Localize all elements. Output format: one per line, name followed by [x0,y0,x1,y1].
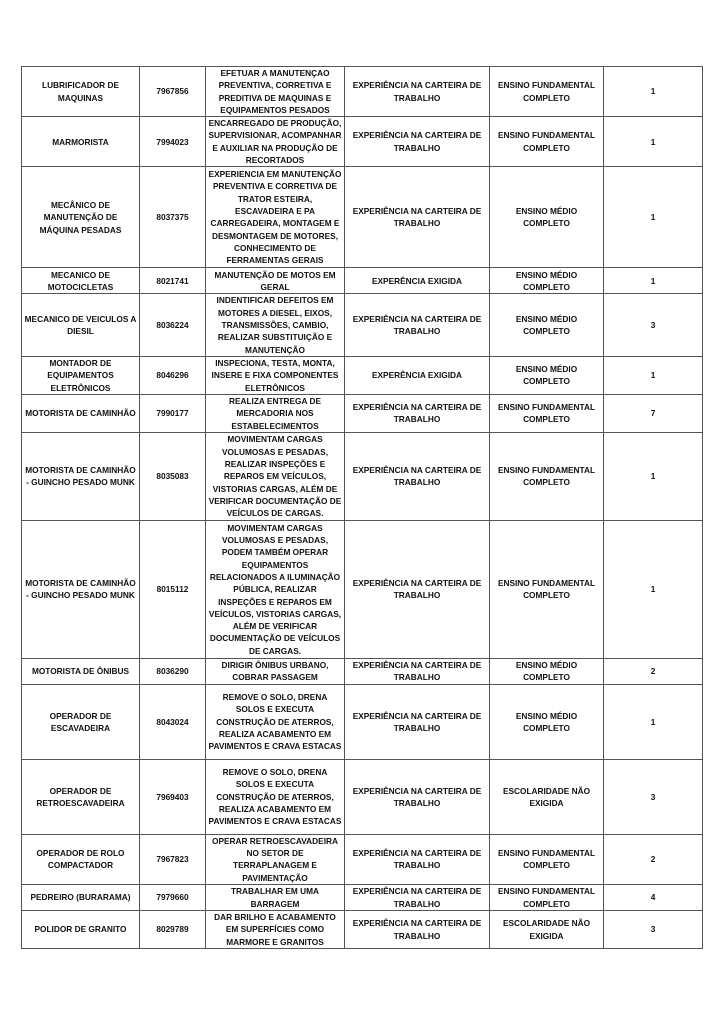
job-title-cell: POLIDOR DE GRANITO [22,911,140,949]
job-title-cell: MECANICO DE VEICULOS A DIESIL [22,294,140,356]
education-cell: ENSINO FUNDAMENTAL COMPLETO [490,394,604,432]
table-row [22,834,703,884]
table-row [22,759,703,834]
table-row [22,268,703,294]
job-description-cell: OPERAR RETROESCAVADEIRA NO SETOR DE TERRAPLANAGEM E PAVIMENTAÇÃO [206,834,345,884]
experience-cell: EXPERIÊNCIA NA CARTEIRA DE TRABALHO [345,117,490,167]
experience-cell: EXPERIÊNCIA NA CARTEIRA DE TRABALHO [345,885,490,911]
job-title-cell: MOTORISTA DE ÔNIBUS [22,658,140,684]
education-cell: ENSINO FUNDAMENTAL COMPLETO [490,432,604,520]
vacancies-cell: 7 [604,394,703,432]
job-title-cell: MECANICO DE MOTOCICLETAS [22,268,140,294]
jobs-table-body [22,67,703,949]
job-code-cell: 8043024 [140,684,206,759]
job-description-cell: MANUTENÇÃO DE MOTOS EM GERAL [206,268,345,294]
table-row [22,684,703,759]
vacancies-cell: 1 [604,117,703,167]
experience-cell: EXPERIÊNCIA NA CARTEIRA DE TRABALHO [345,520,490,658]
table-row [22,356,703,394]
education-cell: ENSINO MÉDIO COMPLETO [490,684,604,759]
education-cell: ESCOLARIDADE NÃO EXIGIDA [490,759,604,834]
table-row [22,885,703,911]
vacancies-cell: 3 [604,759,703,834]
job-title-cell: MECÂNICO DE MANUTENÇÃO DE MÁQUINA PESADAS [22,167,140,268]
job-description-cell: ENCARREGADO DE PRODUÇÃO, SUPERVISIONAR, ACOMPANHAR E AUXILIAR NA PRODUÇÃO DE RECORTADOS [206,117,345,167]
vacancies-cell: 2 [604,658,703,684]
experience-cell: EXPERIÊNCIA NA CARTEIRA DE TRABALHO [345,167,490,268]
education-cell: ENSINO MÉDIO COMPLETO [490,167,604,268]
education-cell: ENSINO FUNDAMENTAL COMPLETO [490,67,604,117]
job-description-cell: DIRIGIR ÔNIBUS URBANO, COBRAR PASSAGEM [206,658,345,684]
education-cell: ESCOLARIDADE NÃO EXIGIDA [490,911,604,949]
table-row [22,520,703,658]
vacancies-cell: 4 [604,885,703,911]
vacancies-cell: 2 [604,834,703,884]
vacancies-cell: 1 [604,356,703,394]
table-row [22,294,703,356]
job-code-cell: 7969403 [140,759,206,834]
table-row [22,394,703,432]
job-description-cell: MOVIMENTAM CARGAS VOLUMOSAS E PESADAS, REALIZAR INSPEÇÕES E REPAROS EM VEÍCULOS, VISTORIAS CARGAS, ALÉM DE VERIFICAR DOCUMENTAÇÃO DE VEÍCULOS DE CARGAS. [206,432,345,520]
table-row [22,167,703,268]
education-cell: ENSINO MÉDIO COMPLETO [490,268,604,294]
job-title-cell: MOTORISTA DE CAMINHÃO - GUINCHO PESADO MUNK [22,520,140,658]
job-code-cell: 7990177 [140,394,206,432]
table-row [22,658,703,684]
experience-cell: EXPERIÊNCIA NA CARTEIRA DE TRABALHO [345,684,490,759]
vacancies-cell: 1 [604,520,703,658]
table-row [22,117,703,167]
experience-cell: EXPERIÊNCIA NA CARTEIRA DE TRABALHO [345,911,490,949]
vacancies-cell: 1 [604,67,703,117]
job-code-cell: 7979660 [140,885,206,911]
job-title-cell: OPERADOR DE ROLO COMPACTADOR [22,834,140,884]
education-cell: ENSINO FUNDAMENTAL COMPLETO [490,117,604,167]
job-title-cell: OPERADOR DE RETROESCAVADEIRA [22,759,140,834]
job-code-cell: 8036290 [140,658,206,684]
experience-cell: EXPERIÊNCIA NA CARTEIRA DE TRABALHO [345,294,490,356]
experience-cell: EXPERIÊNCIA NA CARTEIRA DE TRABALHO [345,658,490,684]
job-title-cell: MOTORISTA DE CAMINHÃO [22,394,140,432]
job-code-cell: 8021741 [140,268,206,294]
vacancies-cell: 1 [604,268,703,294]
job-code-cell: 7994023 [140,117,206,167]
education-cell: ENSINO MÉDIO COMPLETO [490,356,604,394]
education-cell: ENSINO FUNDAMENTAL COMPLETO [490,520,604,658]
job-description-cell: REMOVE O SOLO, DRENA SOLOS E EXECUTA CONSTRUÇÃO DE ATERROS, REALIZA ACABAMENTO EM PAVIMENTOS E CRAVA ESTACAS [206,684,345,759]
job-title-cell: PEDREIRO (BURARAMA) [22,885,140,911]
job-code-cell: 8036224 [140,294,206,356]
job-code-cell: 7967856 [140,67,206,117]
education-cell: ENSINO FUNDAMENTAL COMPLETO [490,834,604,884]
job-code-cell: 7967823 [140,834,206,884]
job-description-cell: TRABALHAR EM UMA BARRAGEM [206,885,345,911]
job-code-cell: 8046296 [140,356,206,394]
job-title-cell: LUBRIFICADOR DE MAQUINAS [22,67,140,117]
job-title-cell: MOTORISTA DE CAMINHÃO - GUINCHO PESADO MUNK [22,432,140,520]
experience-cell: EXPERIÊNCIA NA CARTEIRA DE TRABALHO [345,432,490,520]
vacancies-cell: 1 [604,432,703,520]
vacancies-cell: 1 [604,684,703,759]
job-description-cell: REALIZA ENTREGA DE MERCADORIA NOS ESTABELECIMENTOS [206,394,345,432]
education-cell: ENSINO FUNDAMENTAL COMPLETO [490,885,604,911]
vacancies-cell: 3 [604,294,703,356]
job-code-cell: 8035083 [140,432,206,520]
experience-cell: EXPERIÊNCIA NA CARTEIRA DE TRABALHO [345,759,490,834]
vacancies-cell: 1 [604,167,703,268]
table-row [22,911,703,949]
jobs-table [21,66,703,949]
job-description-cell: EXPERIENCIA EM MANUTENÇÃO PREVENTIVA E CORRETIVA DE TRATOR ESTEIRA, ESCAVADEIRA E PA CARREGADEIRA, MONTAGEM E DESMONTAGEM DE MOTORES, CONHECIMENTO DE FERRAMENTAS GERAIS [206,167,345,268]
experience-cell: EXPERIÊNCIA NA CARTEIRA DE TRABALHO [345,834,490,884]
job-code-cell: 8015112 [140,520,206,658]
table-row [22,67,703,117]
table-row [22,432,703,520]
education-cell: ENSINO MÉDIO COMPLETO [490,658,604,684]
job-code-cell: 8037375 [140,167,206,268]
job-description-cell: INDENTIFICAR DEFEITOS EM MOTORES A DIESEL, EIXOS, TRANSMISSÕES, CAMBIO, REALIZAR SUBSTITUIÇÃO E MANUTENÇÃO [206,294,345,356]
experience-cell: EXPERIÊNCIA NA CARTEIRA DE TRABALHO [345,67,490,117]
job-description-cell: MOVIMENTAM CARGAS VOLUMOSAS E PESADAS, PODEM TAMBÉM OPERAR EQUIPAMENTOS RELACIONADOS A ILUMINAÇÃO PÚBLICA, REALIZAR INSPEÇÕES E REPAROS EM VEÍCULOS, VISTORIAS CARGAS, ALÉM DE VERIFICAR DOCUMENTAÇÃO DE VEÍCULOS DE CARGAS. [206,520,345,658]
experience-cell: EXPERÊNCIA EXIGIDA [345,356,490,394]
vacancies-cell: 3 [604,911,703,949]
job-description-cell: DAR BRILHO E ACABAMENTO EM SUPERFÍCIES COMO MARMORE E GRANITOS [206,911,345,949]
job-description-cell: EFETUAR A MANUTENÇAO PREVENTIVA, CORRETIVA E PREDITIVA DE MAQUINAS E EQUIPAMENTOS PESADOS [206,67,345,117]
job-title-cell: OPERADOR DE ESCAVADEIRA [22,684,140,759]
education-cell: ENSINO MÉDIO COMPLETO [490,294,604,356]
job-code-cell: 8029789 [140,911,206,949]
job-title-cell: MARMORISTA [22,117,140,167]
experience-cell: EXPERIÊNCIA NA CARTEIRA DE TRABALHO [345,394,490,432]
job-description-cell: INSPECIONA, TESTA, MONTA, INSERE E FIXA COMPONENTES ELETRÔNICOS [206,356,345,394]
job-title-cell: MONTADOR DE EQUIPAMENTOS ELETRÔNICOS [22,356,140,394]
job-description-cell: REMOVE O SOLO, DRENA SOLOS E EXECUTA CONSTRUÇÃO DE ATERROS, REALIZA ACABAMENTO EM PAVIMENTOS E CRAVA ESTACAS [206,759,345,834]
experience-cell: EXPERÊNCIA EXIGIDA [345,268,490,294]
